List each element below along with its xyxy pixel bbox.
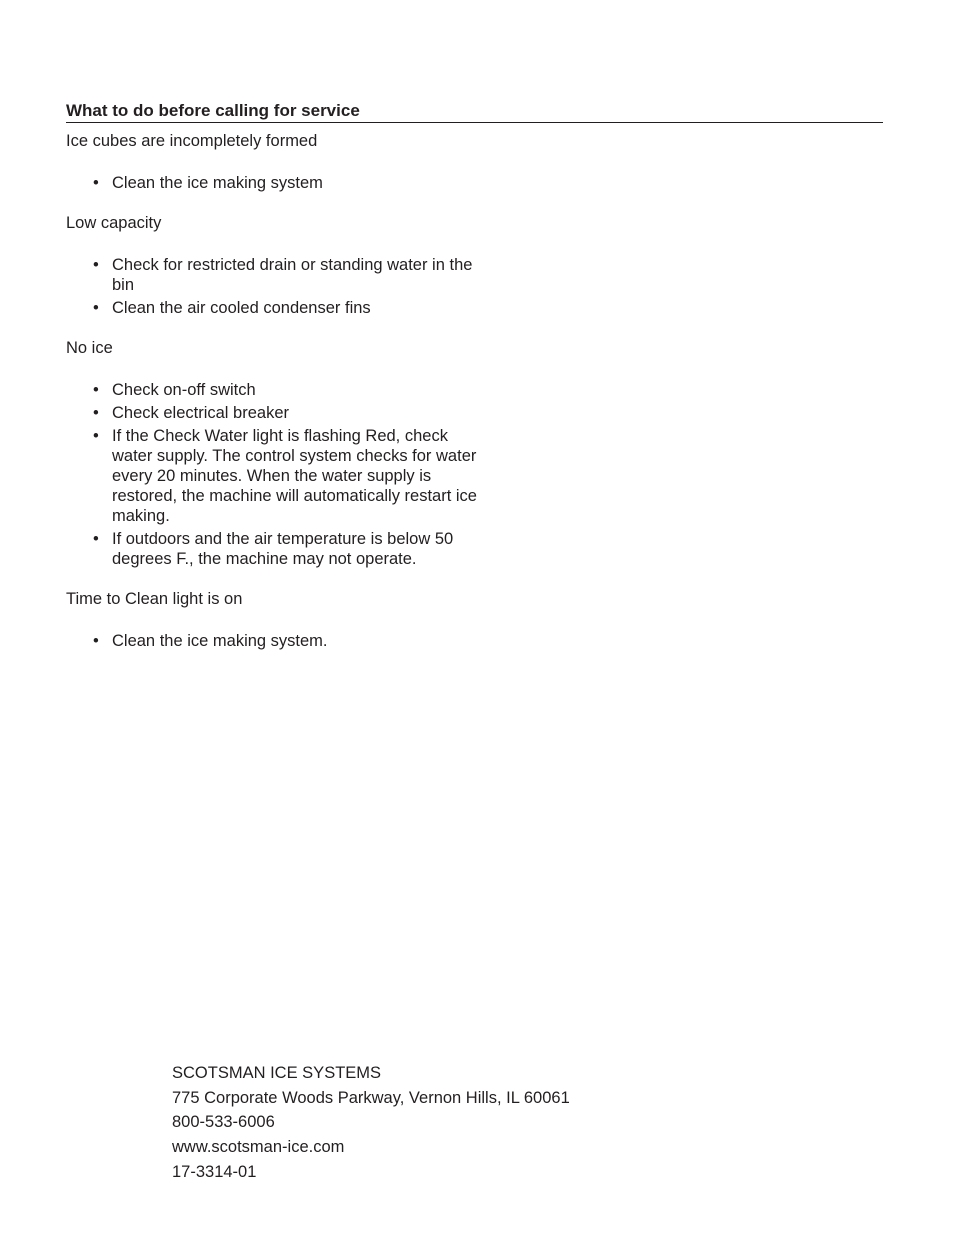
bullet-list (66, 631, 486, 651)
section-heading: Ice cubes are incompletely formed (66, 132, 318, 150)
list-item: • Check on-off switch (93, 381, 256, 399)
bullet-list (66, 380, 486, 569)
bullet-icon: • (93, 530, 99, 548)
company-phone: 800-533-6006 (172, 1113, 275, 1132)
bullet-icon: • (93, 404, 99, 422)
bullet-icon: • (93, 632, 99, 650)
list-item: • Check for restricted drain or standing water in the bin (93, 256, 473, 294)
bullet-icon: • (93, 256, 99, 274)
document-number: 17-3314-01 (172, 1162, 257, 1181)
company-name: SCOTSMAN ICE SYSTEMS (172, 1064, 382, 1082)
list-item: • Check electrical breaker (93, 404, 289, 422)
section-heading: Low capacity (66, 214, 162, 232)
page-title: What to do before calling for service (66, 101, 883, 123)
company-address: 775 Corporate Woods Parkway, Vernon Hills, IL 60061 (172, 1088, 570, 1107)
bullet-icon: • (93, 427, 99, 445)
bullet-icon: • (93, 174, 99, 192)
bullet-list (66, 255, 486, 318)
bullet-icon: • (93, 381, 99, 399)
section-heading: Time to Clean light is on (66, 590, 243, 608)
list-item: • If outdoors and the air temperature is below 50 degrees F., the machine may not operate. (93, 530, 454, 568)
troubleshooting-content (66, 131, 486, 651)
bullet-list (66, 173, 486, 193)
list-item: • Clean the ice making system. (93, 632, 328, 650)
list-item: • Clean the air cooled condenser fins (93, 299, 371, 317)
list-item: • Clean the ice making system (93, 174, 323, 192)
bullet-icon: • (93, 299, 99, 317)
footer (172, 1063, 772, 1186)
section-heading: No ice (66, 339, 113, 357)
list-item: • If the Check Water light is flashing Red, check water supply. The control system checks for water every 20 minutes. When the water supply is restored, the machine will automatically restart ice making. (93, 427, 477, 525)
company-website: www.scotsman-ice.com (172, 1138, 345, 1157)
